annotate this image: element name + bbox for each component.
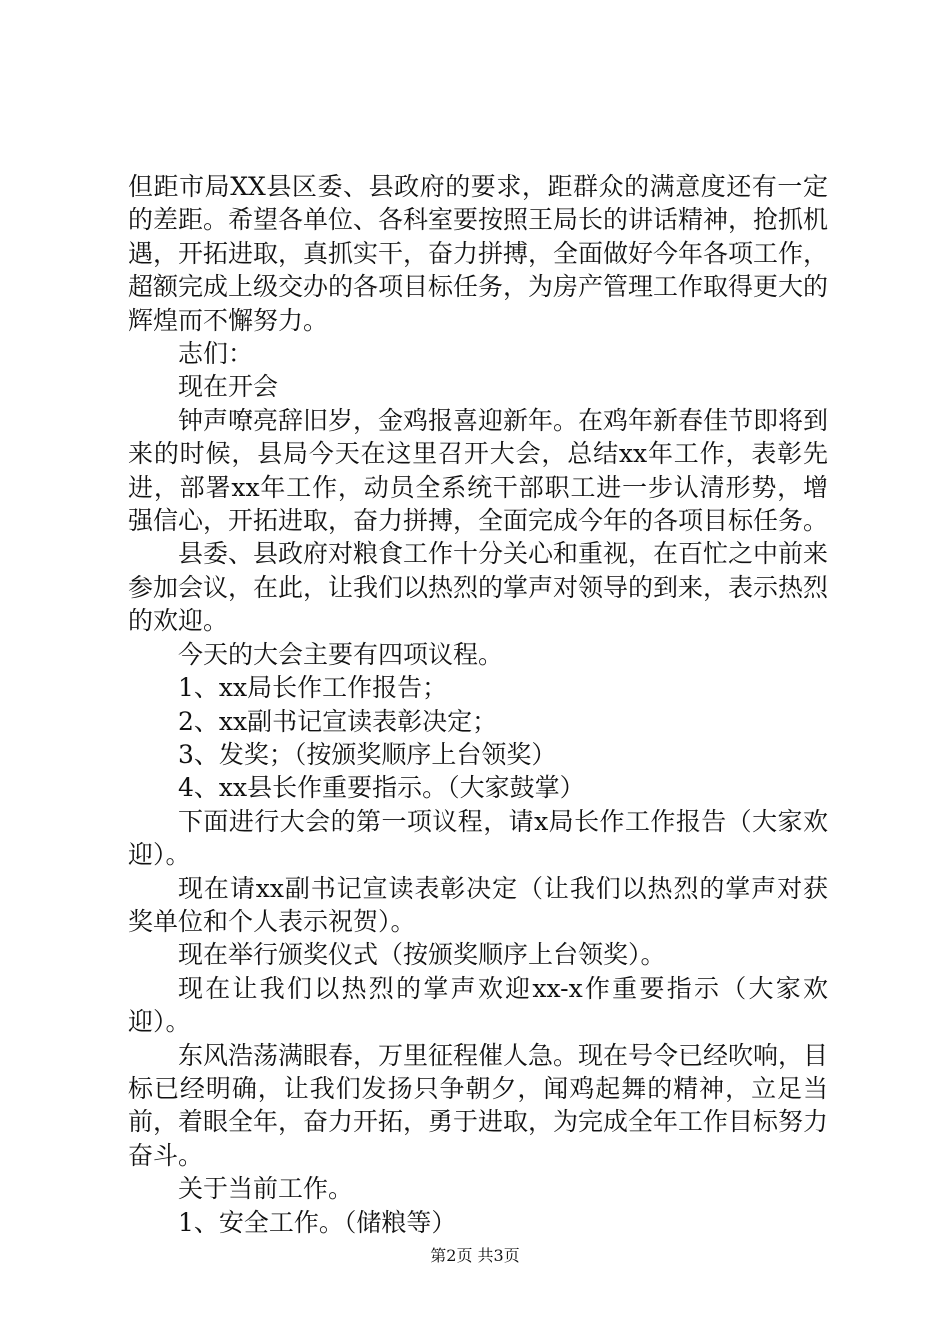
paragraph-4: 钟声嘹亮辞旧岁，金鸡报喜迎新年。在鸡年新春佳节即将到来的时候，县局今天在这里召开大会，总结xx年工作，表彰先进，部署xx年工作，动员全系统干部职工进一步认清形势，增强信心，开拓进取，奋力拼搏，全面完成今年的各项目标任务。: [128, 405, 829, 536]
paragraph-16: 关于当前工作。: [178, 1174, 354, 1204]
paragraph-14: 现在让我们以热烈的掌声欢迎xx-x作重要指示（大家欢迎）。: [128, 973, 828, 1037]
paragraph-11: 下面进行大会的第一项议程，请x局长作工作报告（大家欢迎）。: [128, 806, 828, 870]
paragraph-1: 但距市局XX县区委、县政府的要求，距群众的满意度还有一定的差距。希望各单位、各科室要按照王局长的讲话精神，抢抓机遇，开拓进取，真抓实干，奋力拼搏，全面做好今年各项工作，超额完成上级交办的各项目标任务，为房产管理工作取得更大的辉煌而不懈努力。: [128, 172, 829, 335]
page-number-footer: 第2页 共3页: [430, 1246, 520, 1265]
agenda-item-3: 3、发奖；（按颁奖顺序上台领奖）: [178, 739, 557, 769]
paragraph-5: 县委、县政府对粮食工作十分关心和重视，在百忙之中前来参加会议，在此，让我们以热烈的掌声对领导的到来，表示热烈的欢迎。: [128, 539, 829, 636]
paragraph-15: 东风浩荡满眼春，万里征程催人急。现在号令已经吹响，目标已经明确，让我们发扬只争朝夕，闻鸡起舞的精神，立足当前，着眼全年，奋力开拓，勇于进取，为完成全年工作目标努力奋斗。: [128, 1040, 829, 1170]
agenda-item-4: 4、xx县长作重要指示。（大家鼓掌）: [178, 773, 585, 803]
paragraph-2: 志们：: [178, 339, 254, 369]
agenda-item-2: 2、xx副书记宣读表彰决定；: [178, 706, 498, 736]
agenda-item-1: 1、xx局长作工作报告；: [178, 673, 448, 703]
paragraph-6: 今天的大会主要有四项议程。: [178, 639, 504, 669]
paragraph-12: 现在请xx副书记宣读表彰决定（让我们以热烈的掌声对获奖单位和个人表示祝贺）。: [128, 873, 828, 936]
paragraph-13: 现在举行颁奖仪式（按颁奖顺序上台领奖）。: [178, 940, 666, 970]
paragraph-3: 现在开会: [178, 372, 279, 402]
work-item-1: 1、安全工作。（储粮等）: [178, 1207, 457, 1237]
document-body: [128, 170, 828, 1239]
